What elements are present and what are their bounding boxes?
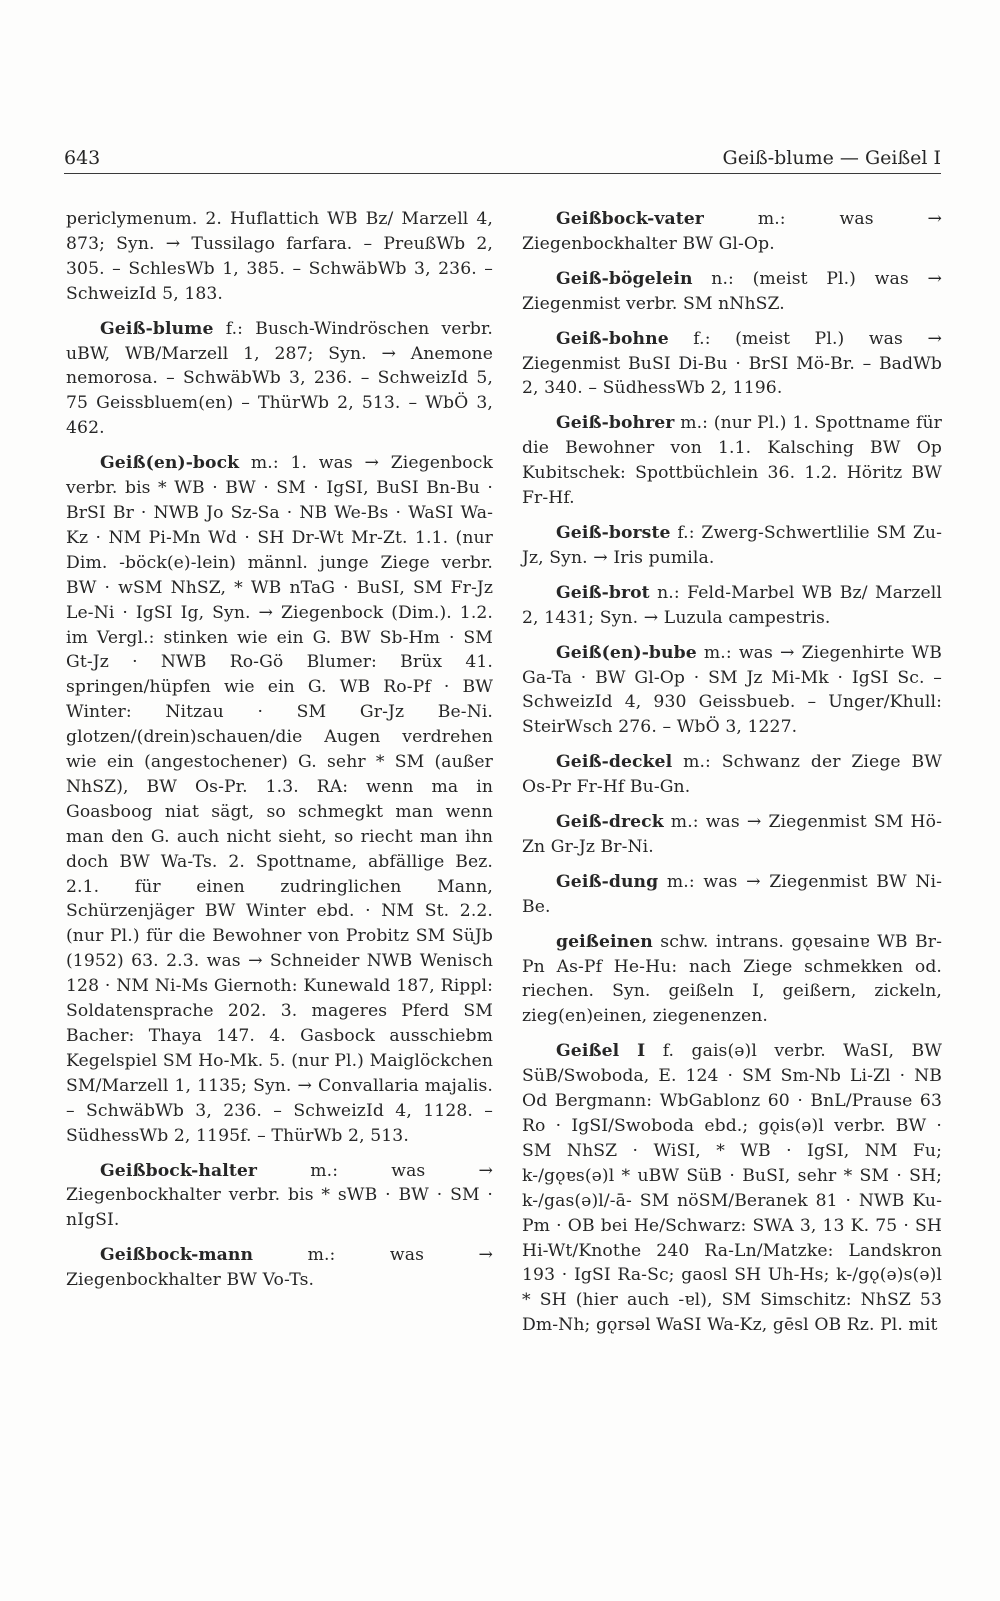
- page-number: 643: [64, 147, 101, 169]
- left-column: [66, 207, 493, 1303]
- headword: Geiß-brot: [556, 582, 650, 603]
- entry-text: periclymenum. 2. Huflattich WB Bz/ Marzell 4, 873; Syn. → Tussilago farfara. – PreußWb 2, 305. – SchlesWb 1, 385. – SchwäbWb 3, 236. – SchweizId 5, 183.: [66, 209, 493, 304]
- right-column: [522, 207, 942, 1348]
- headword: Geiß-deckel: [556, 752, 673, 773]
- entry-text: n.: (meist Pl.) was → Ziegenmist verbr. SM nNhSZ.: [522, 268, 942, 314]
- entry-text: m.: was → Ziegenbockhalter verbr. bis * sWB · BW · SM · nIgSI.: [66, 1160, 493, 1231]
- running-head: Geiß-blume — Geißel I: [722, 147, 941, 169]
- dictionary-entry-geissbock-vater: [522, 207, 942, 257]
- dictionary-entry-geissen-bock: [66, 451, 493, 1148]
- entry-text: f.: Zwerg-Schwertlilie SM Zu-Jz, Syn. → Iris pumila.: [522, 522, 942, 568]
- entry-text: m.: was → Ziegenbockhalter BW Gl-Op.: [522, 209, 942, 254]
- headword: Geißbock-mann: [100, 1245, 254, 1266]
- entry-text: f.: (meist Pl.) was → Ziegenmist BuSI Di-Bu · BrSI Mö-Br. – BadWb 2, 340. – SüdhessWb 2, 1196.: [522, 328, 942, 399]
- dictionary-entry-geiss-borste: [522, 521, 942, 571]
- headword: geißeinen: [556, 931, 653, 952]
- dictionary-entry-geiss-dung: [522, 870, 942, 920]
- entry-text: m.: Schwanz der Ziege BW Os-Pr Fr-Hf Bu-Gn.: [522, 752, 942, 798]
- dictionary-entry-geissel-1: [522, 1039, 942, 1338]
- dictionary-entry-geiss-blume: [66, 317, 493, 442]
- entry-text: m.: was → Ziegenbockhalter BW Vo-Ts.: [66, 1245, 493, 1291]
- headword: Geißel I: [556, 1041, 646, 1062]
- headword: Geiß-bohne: [556, 328, 669, 349]
- entry-text: m.: was → Ziegenmist SM Hö-Zn Gr-Jz Br-Ni.: [522, 812, 942, 857]
- dictionary-entry-geiss-deckel: [522, 750, 942, 800]
- entry-text: m.: was → Ziegenmist BW Ni-Be.: [522, 871, 942, 917]
- entry-text: m.: 1. was → Ziegenbock verbr. bis * WB · BW · SM · IgSI, BuSI Bn-Bu · BrSI Br · NWB Jo Sz-Sa · NB We-Bs · WaSI Wa-Kz · NM Pi-Mn Wd · SH Dr-Wt Mr-Zt. 1.1. (nur Dim. -böck(e)-lein) männl. junge Ziege verbr. BW · wSM NhSZ, * WB nTaG · BuSI, SM Fr-Jz Le-Ni · IgSI Ig, Syn. → Ziegenbock (Dim.). 1.2. im Vergl.: stinken wie ein G. BW Sb-Hm · SM Gt-Jz · NWB Ro-Gö Blumer: Brüx 41. springen/hüpfen wie ein G. WB Ro-Pf · BW Winter: Nitzau · SM Gr-Jz Be-Ni. glotzen/(drein)schauen/die Augen verdrehen wie ein (angestochener) G. sehr * SM (außer NhSZ), BW Os-Pr. 1.3. RA: wenn ma in Goasboog niat sägt, so schmegkt man wenn man den G. auch nicht sieht, so riecht man ihn doch BW Wa-Ts. 2. Spottname, abfällige Bez. 2.1. für einen zudringlichen Mann, Schürzenjäger BW Winter ebd. · NM St. 2.2. (nur Pl.) für die Bewohner von Probitz SM SüJb (1952) 63. 2.3. was → Schneider NWB Wenisch 128 · NM Ni-Ms Giernoth: Kunewald 187, Rippl: Soldatensprache 202. 3. mageres Pferd SM Bacher: Thaya 147. 4. Gasbock ausschiebm Kegelspiel SM Ho-Mk. 5. (nur Pl.) Maiglöckchen SM/Marzell 1, 1135; Syn. → Convallaria majalis. – SchwäbWb 3, 236. – SchweizId 4, 1128. – SüdhessWb 2, 1195f. – ThürWb 2, 513.: [66, 453, 493, 1146]
- headword: Geiß-bohrer: [556, 413, 675, 434]
- dictionary-entry-cont: [66, 207, 493, 307]
- headword: Geiß(en)-bock: [100, 453, 240, 474]
- dictionary-entry-geissbock-halter: [66, 1159, 493, 1234]
- dictionary-entry-geiss-brot: [522, 581, 942, 631]
- header-rule: [64, 173, 941, 174]
- headword: Geiß-borste: [556, 522, 671, 543]
- headword: Geiß-dung: [556, 871, 659, 892]
- entry-text: f.: Busch-Windröschen verbr. uBW, WB/Marzell 1, 287; Syn. → Anemone nemorosa. – SchwäbWb 3, 236. – SchweizId 5, 75 Geissbluem(en) – ThürWb 2, 513. – WbÖ 3, 462.: [66, 318, 493, 439]
- dictionary-entry-geisseinen: [522, 930, 942, 1030]
- entry-text: f. gais(ə)l verbr. WaSI, BW SüB/Swoboda, E. 124 · SM Sm-Nb Li-Zl · NB Od Bergmann: WbGablonz 60 · BnL/Prause 63 Ro · IgSI/Swoboda ebd.; gǫis(ə)l verbr. BW · SM NhSZ · WiSI, * WB · IgSI, NM Fu; k-/gǫɐs(ə)l * uBW SüB · BuSI, sehr * SM · SH; k-/gas(ə)l/-ā- SM nöSM/Beranek 81 · NWB Ku-Pm · OB bei He/Schwarz: SWA 3, 13 K. 75 · SH Hi-Wt/Knothe 240 Ra-Ln/Matzke: Landskron 193 · IgSI Ra-Sc; gaosl SH Uh-Hs; k-/gǫ(ə)s(ə)l * SH (hier auch -ɐl), SM Simschitz: NhSZ 53 Dm-Nh; gǫrsəl WaSI Wa-Kz, gēsl OB Rz. Pl. mit: [522, 1041, 942, 1336]
- entry-text: m.: (nur Pl.) 1. Spottname für die Bewohner von 1.1. Kalsching BW Op Kubitschek: Spottbüchlein 36. 1.2. Höritz BW Fr-Hf.: [522, 413, 942, 509]
- dictionary-entry-geissen-bube: [522, 641, 942, 741]
- entry-text: schw. intrans. gǫɐsainɐ WB Br-Pn As-Pf He-Hu: nach Ziege schmekken od. riechen. Syn. geißeln I, geißern, zickeln, zieg(en)einen, ziegenenzen.: [522, 931, 942, 1027]
- headword: Geiß(en)-bube: [556, 642, 697, 663]
- headword: Geiß-blume: [100, 318, 214, 339]
- dictionary-entry-geiss-dreck: [522, 810, 942, 860]
- dictionary-entry-geissbock-mann: [66, 1243, 493, 1293]
- headword: Geißbock-halter: [100, 1160, 258, 1181]
- dictionary-entry-geiss-bohrer: [522, 411, 942, 511]
- entry-text: m.: was → Ziegenhirte WB Ga-Ta · BW Gl-Op · SM Jz Mi-Mk · IgSI Sc. – SchweizId 4, 930 Geissbueb. – Unger/Khull: SteirWsch 276. – WbÖ 3, 1227.: [522, 642, 942, 738]
- dictionary-entry-geiss-boegelein: [522, 267, 942, 317]
- entry-text: n.: Feld-Marbel WB Bz/ Marzell 2, 1431; Syn. → Luzula campestris.: [522, 582, 942, 628]
- headword: Geiß-dreck: [556, 812, 664, 833]
- headword: Geißbock-vater: [556, 209, 704, 229]
- page-header: [64, 144, 941, 172]
- headword: Geiß-bögelein: [556, 268, 693, 289]
- dictionary-entry-geiss-bohne: [522, 327, 942, 402]
